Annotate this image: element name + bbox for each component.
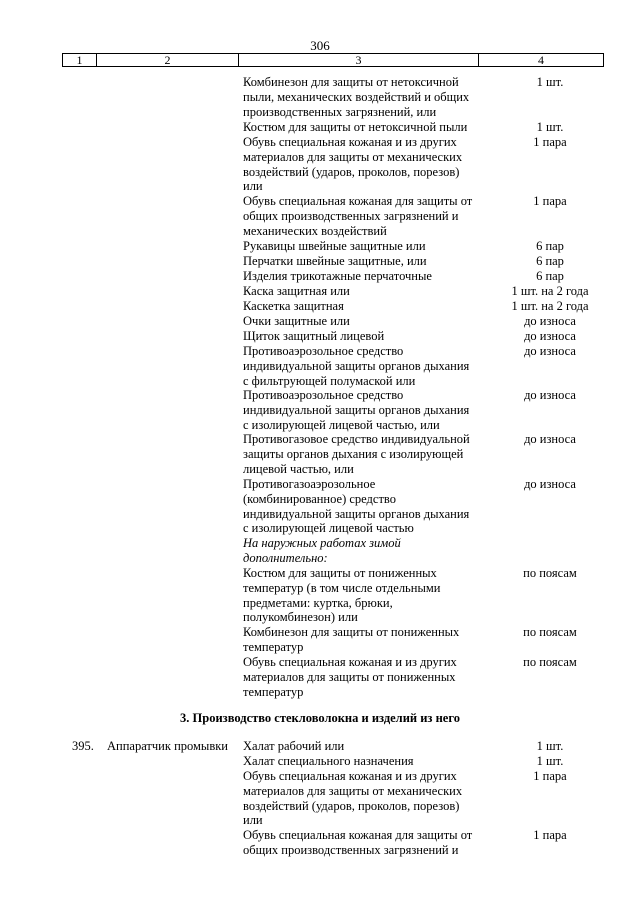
item-9-name: Каскетка защитная (243, 299, 344, 313)
item-5-name: Рукавицы швейные защитные или (243, 239, 426, 253)
item-12-name: Противоаэрозольное средство индивидуальной защиты органов дыхания с фильтрующей полумаской или (243, 344, 470, 388)
item2-2-name: Халат специального назначения (243, 754, 414, 768)
item-9-qty: 1 шт. на 2 года (511, 299, 589, 313)
item2-2-qty: 1 шт. (536, 754, 564, 768)
item-14-name: Противогазовое средство индивидуальной защиты органов дыхания с изолирующей лицевой частью, или (243, 432, 470, 476)
item-3-name: Обувь специальная кожаная и из других материалов для защиты от механических воздействий (ударов, проколов, порезов) или (243, 135, 463, 194)
item-8-qty: 1 шт. на 2 года (511, 284, 589, 298)
item-13-qty: до износа (524, 388, 576, 402)
item-4-name: Обувь специальная кожаная для защиты от общих производственных загрязнений и механических воздействий (243, 194, 473, 238)
header-col-4: 4 (538, 53, 544, 67)
item-6-name: Перчатки швейные защитные, или (243, 254, 427, 268)
header-col-3: 3 (239, 54, 479, 66)
item-11-name: Щиток защитный лицевой (243, 329, 385, 343)
item-18-name: Комбинезон для защиты от пониженных температур (243, 625, 460, 654)
winter-note: На наружных работах зимой дополнительно: (243, 536, 401, 565)
row-number: 395. (72, 739, 94, 753)
item-19-name: Обувь специальная кожаная и из других материалов для защиты от пониженных температур (243, 655, 457, 699)
item-10-name: Очки защитные или (243, 314, 350, 328)
item-15-name: Противогазоаэрозольное (комбинированное) средство индивидуальной защиты органов дыхания с изолирующей лицевой частью (243, 477, 470, 536)
item-18-qty: по поясам (523, 625, 577, 639)
item-17-name: Костюм для защиты от пониженных температур (в том числе отдельными предметами: куртка, брюки, полукомбинезон) или (243, 566, 441, 625)
item-7-qty: 6 пар (536, 269, 564, 283)
item-6-qty: 6 пар (536, 254, 564, 268)
item-17-qty: по поясам (523, 566, 577, 580)
item-4-qty: 1 пара (533, 194, 567, 208)
item-1-qty: 1 шт. (536, 75, 564, 89)
header-col-1: 1 (63, 54, 97, 66)
item-7-name: Изделия трикотажные перчаточные (243, 269, 432, 283)
item-12-qty: до износа (524, 344, 576, 358)
table-header (62, 53, 604, 67)
item-8-name: Каска защитная или (243, 284, 350, 298)
item-2-qty: 1 шт. (536, 120, 564, 134)
item2-1-name: Халат рабочий или (243, 739, 345, 753)
item-5-qty: 6 пар (536, 239, 564, 253)
item2-3-qty: 1 пара (533, 769, 567, 783)
item2-1-qty: 1 шт. (536, 739, 564, 753)
item-13-name: Противоаэрозольное средство индивидуальной защиты органов дыхания с изолирующей лицевой частью, или (243, 388, 470, 432)
item-10-qty: до износа (524, 314, 576, 328)
item-19-qty: по поясам (523, 655, 577, 669)
item-2-name: Костюм для защиты от нетоксичной пыли (243, 120, 468, 134)
item-1-name: Комбинезон для защиты от нетоксичной пыли, механических воздействий и общих производственных загрязнений, или (243, 75, 470, 119)
row-profession: Аппаратчик промывки (107, 739, 228, 753)
item2-3-name: Обувь специальная кожаная и из других материалов для защиты от механических воздействий (ударов, проколов, порезов) или (243, 769, 463, 828)
item-14-qty: до износа (524, 432, 576, 446)
item2-4-name: Обувь специальная кожаная для защиты от общих производственных загрязнений и (243, 828, 473, 857)
section-title: 3. Производство стекловолокна и изделий из него (180, 711, 460, 725)
item-3-qty: 1 пара (533, 135, 567, 149)
header-col-2: 2 (97, 54, 239, 66)
item-11-qty: до износа (524, 329, 576, 343)
page-number: 306 (310, 38, 330, 53)
item2-4-qty: 1 пара (533, 828, 567, 842)
item-15-qty: до износа (524, 477, 576, 491)
